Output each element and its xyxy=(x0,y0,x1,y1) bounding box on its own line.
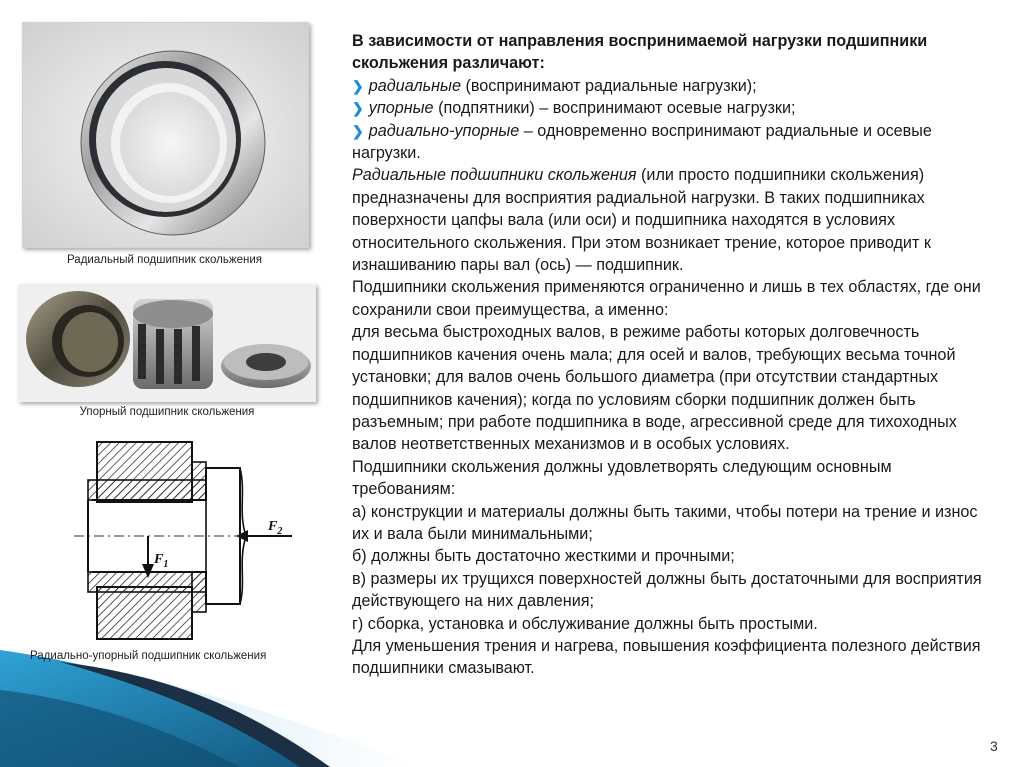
heading: В зависимости от направления воспринимаемой нагрузки подшипники скольжения различают: xyxy=(352,32,928,73)
radial-bearing-photo xyxy=(22,22,309,248)
paragraph-conditions: для весьма быстроходных валов, в режиме работы которых долговечность подшипников качения очень мала; для осей и валов, требующих весьма точной установки; для валов очень большого диаметра (при отсутствии стандартных подшипников качения); когда по условиям сборки подшипник должен быть разъемным; при работе подшипника в воде, агрессивной среде для тихоходных валов неответственных механизмов и в особых условиях. xyxy=(352,323,957,454)
bullet-text: (подпятники) – воспринимают осевые нагрузки; xyxy=(433,99,796,118)
force-f1-label: $F_1$ xyxy=(154,552,169,570)
paragraph-requirements-intro: Подшипники скольжения должны удовлетворять следующим основным требованиям: xyxy=(352,457,892,499)
paragraph-text: (или просто подшипники скольжения) предназначены для восприятия радиальной нагрузки. В таких подшипниках поверхности цапфы вала (или оси) и подшипника находятся в условиях относительного скольжения. При этом возникает трение, которое приводит к изнашиванию пары вал (ось) — подшипник. xyxy=(352,166,931,275)
bullet-term: радиально-упорные xyxy=(368,121,520,140)
bullet-thrust xyxy=(352,97,992,119)
bullet-term: упорные xyxy=(368,99,434,118)
paragraph-radial-definition xyxy=(352,164,992,276)
requirement-item: б) должны быть достаточно жесткими и прочными; xyxy=(352,547,735,566)
bullet-radial xyxy=(352,75,992,97)
chevron-bullet-icon: ❯ xyxy=(352,122,364,139)
paragraph-application: Подшипники скольжения применяются ограниченно и лишь в тех областях, где они сохранили свои преимущества, а именно: xyxy=(352,278,981,319)
paragraph-lubrication: Для уменьшения трения и нагрева, повышения коэффициента полезного действия подшипники смазывают. xyxy=(352,636,981,678)
main-text xyxy=(352,30,992,680)
requirement-item: в) размеры их трущихся поверхностей должны быть достаточными для восприятия действующего на них давления; xyxy=(352,569,982,611)
bullet-text: (воспринимают радиальные нагрузки); xyxy=(460,76,757,95)
paragraph-term: Радиальные подшипники скольжения xyxy=(352,166,637,185)
chevron-bullet-icon: ❯ xyxy=(352,77,364,94)
requirement-item: а) конструкции и материалы должны быть такими, чтобы потери на трение и износ их и вала были минимальными; xyxy=(352,502,978,543)
page-number: 3 xyxy=(990,738,998,754)
radial-bearing-caption: Радиальный подшипник скольжения xyxy=(67,254,262,266)
thrust-bearing-illustration xyxy=(18,284,316,402)
thrust-bearing-caption: Упорный подшипник скольжения xyxy=(79,406,255,418)
radial-bearing-illustration xyxy=(23,23,308,247)
thrust-bearing-photo xyxy=(18,284,316,402)
bullet-text: – одновременно воспринимают радиальные и осевые нагрузки. xyxy=(352,121,932,163)
force-f2-label: $F_2$ xyxy=(268,519,283,537)
bullet-radial-thrust xyxy=(352,120,992,165)
radial-thrust-bearing-drawing xyxy=(70,432,300,640)
bullet-term: радиальные xyxy=(368,76,461,95)
chevron-bullet-icon: ❯ xyxy=(352,100,364,117)
drawing-caption: Радиально-упорный подшипник скольжения xyxy=(30,650,267,662)
requirement-item: г) сборка, установка и обслуживание должны быть простыми. xyxy=(352,614,818,633)
